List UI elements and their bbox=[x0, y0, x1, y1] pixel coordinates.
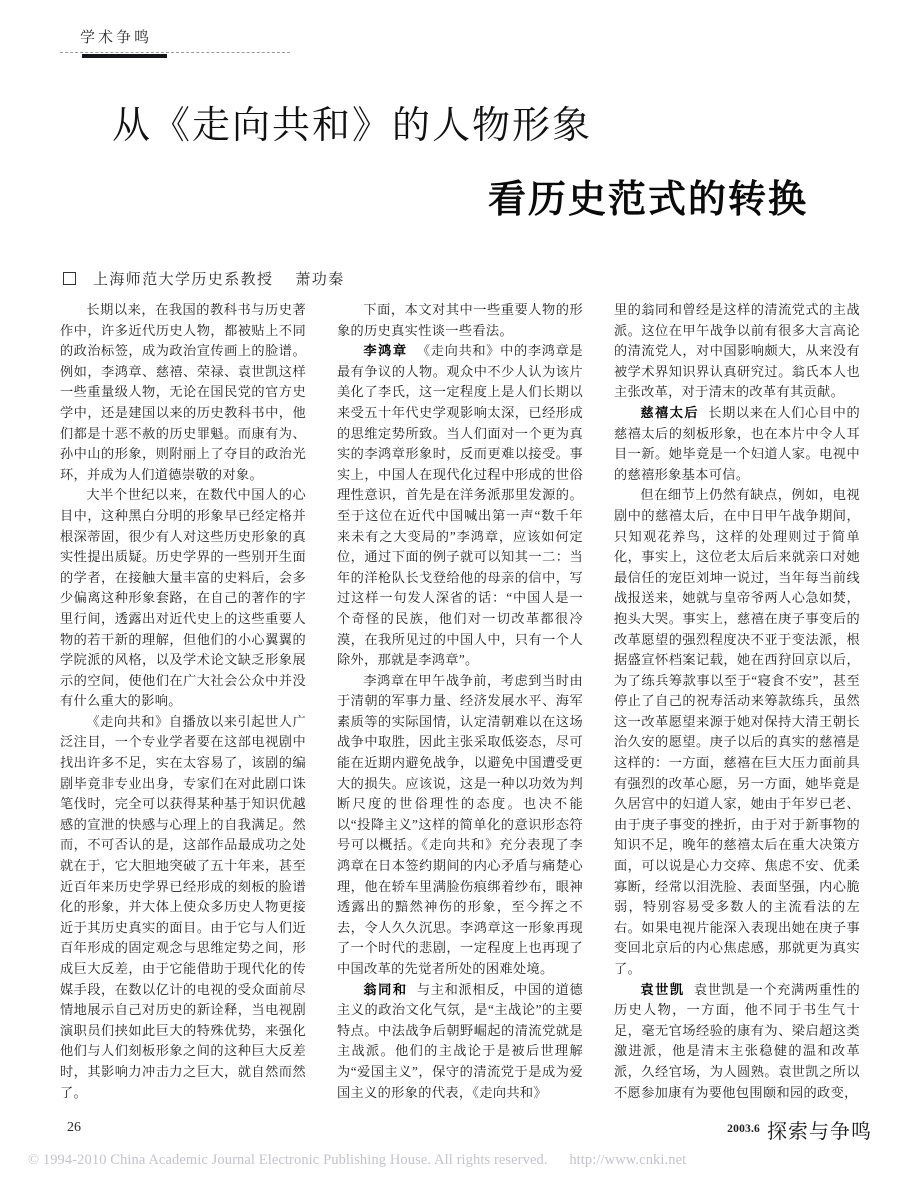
running-head-label: 学术争鸣 bbox=[80, 28, 153, 46]
paragraph bbox=[614, 300, 860, 403]
section-heading: 翁同和 bbox=[363, 981, 408, 997]
byline-affiliation: 上海师范大学历史系教授 bbox=[93, 272, 274, 288]
copyright-notice bbox=[28, 1152, 908, 1169]
paragraph-text: 大半个世纪以来，在数代中国人的心目中，这种黑白分明的形象早已经定格并根深蒂固，很少有人对这些历史形象的真实性提出质疑。历史学界的一些别开生面的学者，在接触大量丰富的史料后，会多少偏离这种形象套路，在自己的著作的字里行间，透露出对近代史上的这些重要人物的若干新的理解，但他们的小心翼翼的学院派的风格，以及学术论文缺乏形象展示的空间，使他们在广大社会公众中并没有什么重大的影响。 bbox=[60, 487, 306, 709]
article-title bbox=[60, 100, 860, 225]
paragraph bbox=[614, 403, 860, 485]
copyright-url: http://www.cnki.net bbox=[569, 1152, 687, 1168]
paragraph bbox=[60, 712, 306, 1103]
text-column-3 bbox=[614, 300, 860, 1110]
paragraph-text: 但在细节上仍然有缺点，例如，电视剧中的慈禧太后，在中日甲午战争期间，只知观花养鸟，这样的处理则过于简单化，事实上，这位老太后后来就亲口对她最信任的宠臣刘坤一说过，当年每当前线战报送来，她就与皇帝爷两人心急如焚，抱头大哭。事实上，慈禧在庚子事变后的改革愿望的强烈程度决不亚于变法派，根据盛宣怀档案记载，她在西狩回京以后，为了练兵筹款事以至于“寝食不安”，甚至停止了自己的祝寿活动来筹款练兵，虽然这一改革愿望来源于她对保持大清王朝长治久安的愿望。庚子以后的真实的慈禧是这样的：一方面，慈禧在巨大压力面前具有强烈的改革心愿，另一方面，她毕竟是久居宫中的妇道人家，她由于年岁已老、由于庚子事变的挫折，由于对于新事物的知识不足，晚年的慈禧太后在重大决策方面，可以说是心力交瘁、焦虑不安、优柔寡断，经常以泪洗脸、表面坚强，内心脆弱，特别容易受多数人的主流看法的左右。如果电视片能深入表现出她在庚子事变回北京后的内心焦虑感，那就更为真实了。 bbox=[614, 487, 860, 976]
paragraph bbox=[614, 485, 860, 979]
article-title-line-1: 从《走向共和》的人物形象 bbox=[112, 103, 593, 147]
article-body bbox=[60, 300, 860, 1110]
text-column-1 bbox=[60, 300, 306, 1110]
paragraph-text: 《走向共和》自播放以来引起世人广泛注目，一个专业学者要在这部电视剧中找出许多不足，实在太容易了，该剧的编剧毕竟非专业出身，专家们在对此剧口诛笔伐时，完全可以获得某种基于知识优越感的宣泄的快感与心理上的自我满足。然而，不可否认的是，这部作品最成功之处就在于，它大胆地突破了五十年来，甚至近百年来历史学界已经形成的刻板的脸谱化的形象，并大体上使众多历史人物更接近于其历史真实的面目。由于它与人们近百年形成的固定观念与思维定势之间，形成巨大反差，由于它能借助于现代化的传媒手段，在数以亿计的电视的受众面前尽情地展示自己对历史的新诠释，当电视剧演职员们挟如此巨大的特殊优势，来强化他们与人们刻板形象之间的这种巨大反差时，其影响力冲击力之巨大，就自然而然了。 bbox=[60, 713, 306, 1100]
paragraph-text: 袁世凯是一个充满两重性的历史人物，一方面，他不同于书生气十足，毫无官场经验的康有为、梁启超这类激进派，他是清末主张稳健的温和改革派，久经官场，为人圆熟。袁世凯之所以不愿参加康有为要他包围颐和园的政变， bbox=[614, 981, 860, 1100]
byline-square-icon bbox=[63, 272, 76, 285]
paragraph bbox=[337, 980, 583, 1104]
running-head-accent-bar bbox=[82, 54, 167, 58]
byline bbox=[63, 268, 345, 289]
paragraph-text: 与主和派相反，中国的道德主义的政治文化气氛，是“主战论”的主要特点。中法战争后朝野崛起的清流党就是主战派。他们的主战论于是被后世理解为“爱国主义”，保守的清流党于是成为爱国主义的形象的代表，《走向共和》 bbox=[337, 981, 583, 1100]
paragraph bbox=[60, 300, 306, 485]
section-heading: 慈禧太后 bbox=[640, 404, 700, 420]
section-heading: 李鸿章 bbox=[363, 343, 408, 359]
paragraph-text: 《走向共和》中的李鸿章是最有争议的人物。观众中不少人认为该片美化了李氏，这一定程度上是人们长期以来受五十年代史学观影响太深，已经形成的思维定势所致。当人们面对一个更为真实的李鸿章形象时，反而更难以接受。事实上，中国人在现代化过程中形成的世俗理性意识，首先是在洋务派那里发源的。至于这位在近代中国喊出第一声“数千年来未有之大变局的”李鸿章，应该如何定位，通过下面的例子就可以知其一二：当年的洋枪队长戈登给他的母亲的信中，写过这样一句发人深省的话：“中国人是一个奇怪的民族，他们对一切改革都很冷漠，在我所见过的中国人中，只有一个人除外，那就是李鸿章”。 bbox=[337, 343, 583, 668]
section-heading: 袁世凯 bbox=[640, 981, 685, 997]
paragraph bbox=[337, 341, 583, 671]
paragraph-text: 里的翁同和曾经是这样的清流党式的主战派。这位在甲午战争以前有很多大言高论的清流党人，对中国影响颇大，从来没有被学术界知识界认真研究过。翁氏本人也主张改革，对于清末的改革有其贡献。 bbox=[614, 302, 860, 400]
page-number: 26 bbox=[67, 1120, 81, 1135]
issue-label: 2003.6 bbox=[727, 1123, 760, 1135]
copyright-text: © 1994-2010 China Academic Journal Electronic Publishing House. All rights reserved. bbox=[28, 1152, 548, 1168]
text-column-2 bbox=[337, 300, 583, 1110]
journal-name: 探索与争鸣 bbox=[767, 1119, 872, 1143]
paragraph-text: 长期以来，在我国的教科书与历史著作中，许多近代历史人物，都被贴上不同的政治标签，成为政治宣传画上的脸谱。例如，李鸿章、慈禧、荣禄、袁世凯这样一些重量级人物，无论在国民党的官方史学中，还是建国以来的历史教科书中，他们都是十恶不赦的历史罪魁。而康有为、孙中山的形象，则附丽上了夺目的政治光环，并成为人们道德崇敬的对象。 bbox=[60, 302, 306, 482]
paragraph-text: 李鸿章在甲午战争前，考虑到当时由于清朝的军事力量、经济发展水平、海军素质等的实际国情，认定清朝难以在这场战争中取胜，因此主张采取低姿态，尽可能在近期内避免战争，以避免中国遭受更大的损失。应该说，这是一种以功效为判断尺度的世俗理性的态度。也决不能以“投降主义”这样的简单化的意识形态符号可以概括。《走向共和》充分表现了李鸿章在日本签约期间的内心矛盾与痛楚心理，他在轿车里满脸伤痕绑着纱布，眼神透露出的黯然神伤的形象，至今挥之不去，令人久久沉思。李鸿章这一形象再现了一个时代的悲剧，一定程度上也再现了中国改革的先觉者所处的困难处境。 bbox=[337, 672, 583, 976]
paragraph-text: 下面，本文对其中一些重要人物的形象的历史真实性谈一些看法。 bbox=[337, 302, 583, 338]
paragraph bbox=[337, 671, 583, 980]
paragraph bbox=[337, 300, 583, 341]
article-title-line-2: 看历史范式的转换 bbox=[487, 176, 808, 222]
running-head bbox=[60, 26, 860, 60]
paragraph-text: 长期以来在人们心目中的慈禧太后的刻板形象，也在本片中令人耳目一新。她毕竟是一个妇道人家。电视中的慈禧形象基本可信。 bbox=[614, 404, 860, 482]
paragraph bbox=[614, 980, 860, 1104]
paragraph bbox=[60, 485, 306, 712]
running-head-dashed-rule bbox=[60, 52, 290, 53]
byline-author: 萧功秦 bbox=[295, 272, 345, 288]
